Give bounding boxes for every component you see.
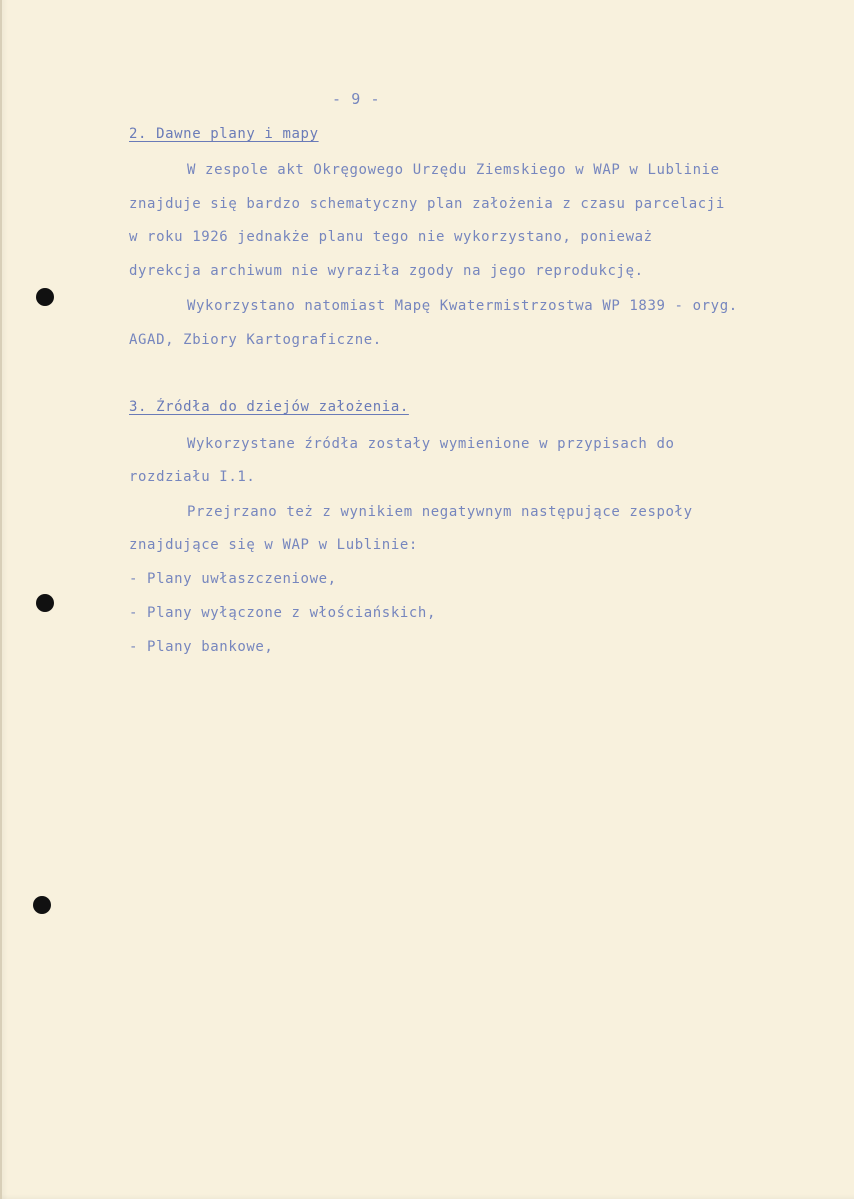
section-3-line: Przejrzano też z wynikiem negatywnym następujące zespoły — [187, 504, 693, 520]
list-item: - Plany uwłaszczeniowe, — [129, 571, 337, 587]
section-2-line: Wykorzystano natomiast Mapę Kwatermistrzostwa WP 1839 - oryg. — [187, 298, 738, 314]
section-2-heading: 2. Dawne plany i mapy — [129, 126, 319, 142]
section-2-line: AGAD, Zbiory Kartograficzne. — [129, 332, 382, 348]
section-2-line: w roku 1926 jednakże planu tego nie wykorzystano, ponieważ — [129, 229, 653, 245]
list-item: - Plany wyłączone z włościańskich, — [129, 605, 436, 621]
punch-hole — [36, 288, 54, 306]
section-3-line: znajdujące się w WAP w Lublinie: — [129, 537, 418, 553]
section-2-line: W zespole akt Okręgowego Urzędu Ziemskiego w WAP w Lublinie — [187, 162, 720, 178]
section-3-line: Wykorzystane źródła zostały wymienione w przypisach do — [187, 436, 675, 452]
punch-hole — [33, 896, 51, 914]
section-2-line: znajduje się bardzo schematyczny plan założenia z czasu parcelacji — [129, 196, 725, 212]
section-3-heading: 3. Źródła do dziejów założenia. — [129, 399, 409, 415]
section-2-line: dyrekcja archiwum nie wyraziła zgody na jego reprodukcję. — [129, 263, 644, 279]
section-3-line: rozdziału I.1. — [129, 469, 256, 485]
page-number: - 9 - — [332, 90, 381, 108]
list-item: - Plany bankowe, — [129, 639, 274, 655]
punch-hole — [36, 594, 54, 612]
